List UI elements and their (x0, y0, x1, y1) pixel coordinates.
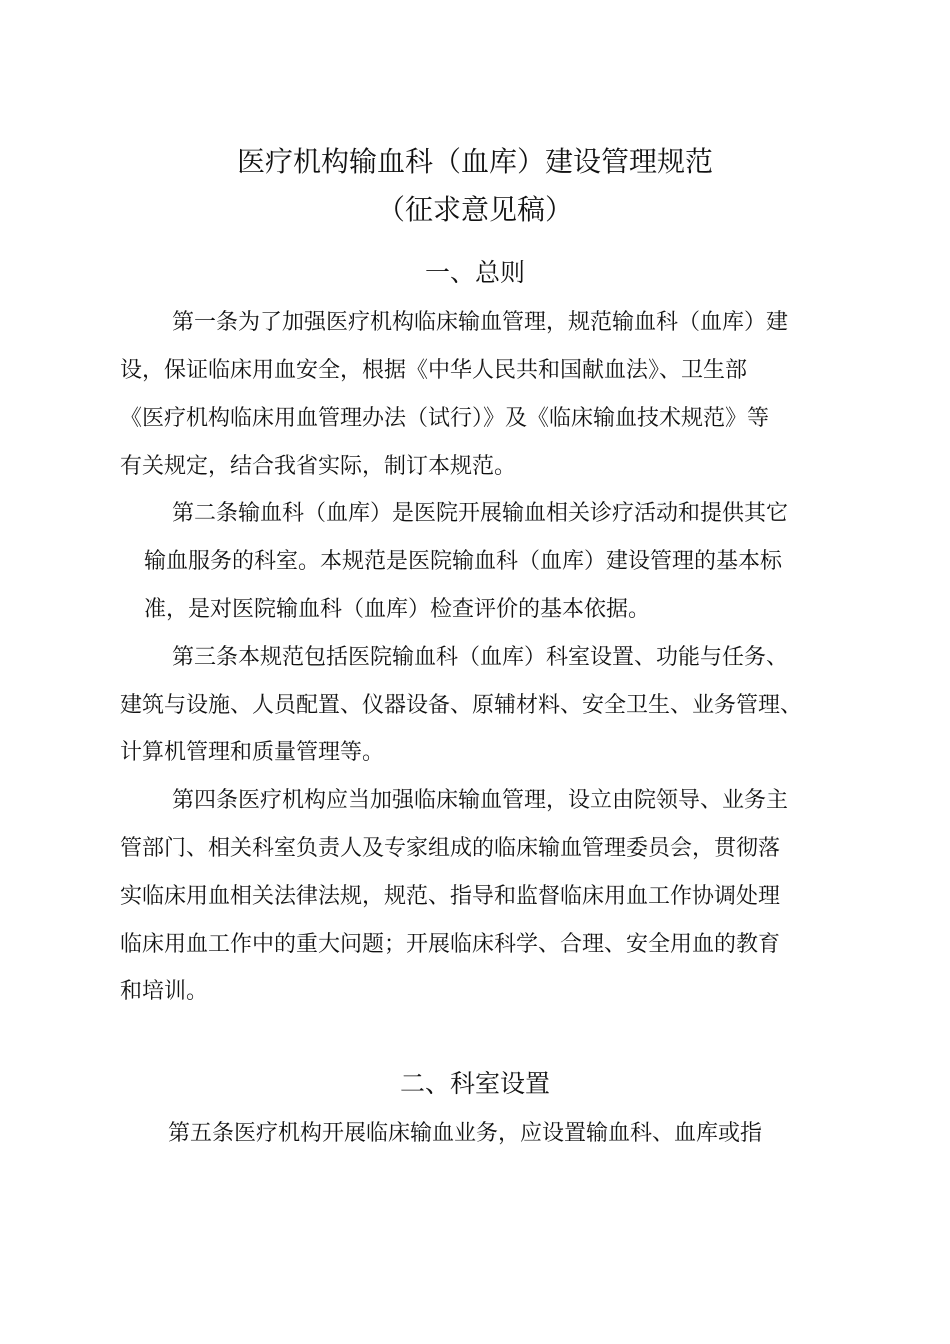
article-4-line-4: 临床用血工作中的重大问题；开展临床科学、合理、安全用血的教育 (120, 932, 781, 957)
section-heading-department: 二、科室设置 (399, 1069, 550, 1098)
article-4-line-2: 管部门、相关科室负责人及专家组成的临床输血管理委员会，贯彻落 (120, 836, 781, 861)
article-1-line-3: 《医疗机构临床用血管理办法（试行）》及《临床输血技术规范》等 (120, 406, 770, 431)
article-3-line-2: 建筑与设施、人员配置、仪器设备、原辅材料、安全卫生、业务管理、 (120, 693, 803, 718)
article-2-line-2: 输血服务的科室。本规范是医院输血科（血库）建设管理的基本标 (144, 549, 783, 574)
article-5-line-1: 第五条医疗机构开展临床输血业务，应设置输血科、血库或指 (168, 1121, 763, 1146)
article-4-line-5: 和培训。 (120, 979, 209, 1004)
article-1-line-4: 有关规定，结合我省实际，制订本规范。 (120, 454, 517, 479)
article-4-line-1: 第四条医疗机构应当加强临床输血管理，设立由院领导、业务主 (172, 788, 789, 813)
article-2-line-1: 第二条输血科（血库）是医院开展输血相关诊疗活动和提供其它 (172, 501, 789, 526)
document-subtitle: （征求意见稿） (376, 193, 573, 226)
article-2-line-3: 准，是对医院输血科（血库）检查评价的基本依据。 (144, 597, 651, 622)
document-title: 医疗机构输血科（血库）建设管理规范 (236, 145, 713, 178)
article-1-line-2: 设，保证临床用血安全，根据《中华人民共和国献血法》、卫生部 (120, 358, 748, 383)
article-1-line-1: 第一条为了加强医疗机构临床输血管理，规范输血科（血库）建 (172, 310, 789, 335)
article-4-line-3: 实临床用血相关法律法规，规范、指导和监督临床用血工作协调处理 (120, 884, 781, 909)
article-3-line-1: 第三条本规范包括医院输血科（血库）科室设置、功能与任务、 (172, 645, 789, 670)
section-heading-general: 一、总则 (424, 258, 525, 287)
article-3-line-3: 计算机管理和质量管理等。 (120, 740, 385, 765)
